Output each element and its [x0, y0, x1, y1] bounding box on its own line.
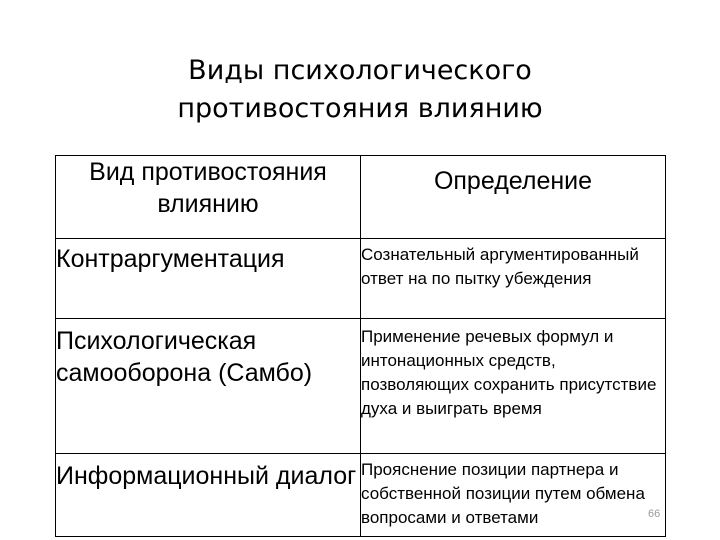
resistance-types-table	[55, 155, 666, 537]
row-type: Психологическая самооборона (Самбо)	[56, 319, 361, 454]
row-definition: Сознательный аргументированный ответ на по пытку убеждения	[361, 239, 666, 319]
slide-title	[0, 52, 720, 128]
slide-title-line-2: противостояния влиянию	[177, 93, 543, 124]
slide-title-line-1: Виды психологического	[188, 55, 532, 86]
row-definition: Прояснение позиции партнера и собственной позиции путем обмена вопросами и ответами	[361, 454, 666, 537]
table-row	[56, 319, 666, 454]
page-number: 66	[648, 508, 661, 520]
row-definition: Применение речевых формул и интонационных средств, позволяющих сохранить присутствие духа и выиграть время	[361, 319, 666, 454]
row-type: Информационный диалог	[56, 454, 361, 537]
header-type: Вид противостояния влиянию	[56, 156, 361, 239]
header-definition: Определение	[361, 156, 666, 239]
table-row	[56, 454, 666, 537]
row-type: Контраргументация	[56, 239, 361, 319]
table-header-row	[56, 156, 666, 239]
table-row	[56, 239, 666, 319]
